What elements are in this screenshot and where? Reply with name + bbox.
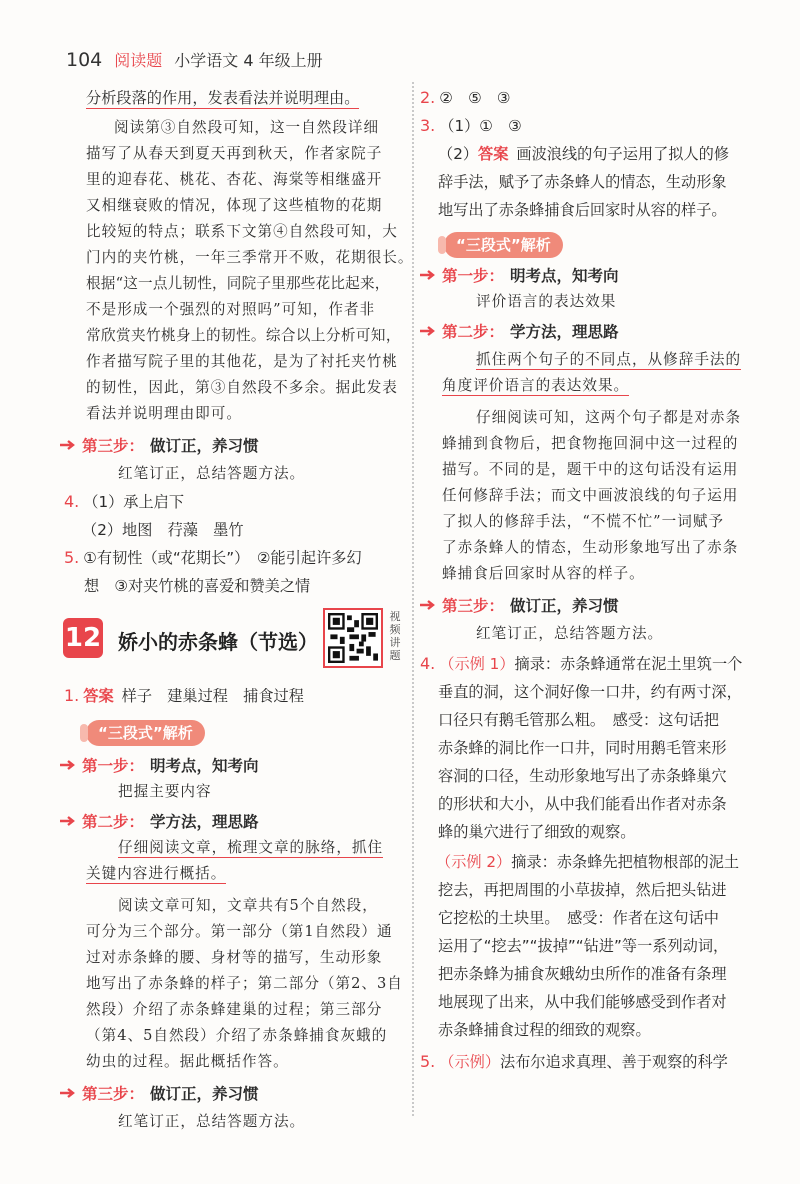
step-2-heading bbox=[420, 320, 619, 342]
step-label: 第三步： bbox=[442, 597, 505, 615]
column-divider bbox=[412, 82, 414, 1116]
step-3-heading bbox=[420, 594, 619, 616]
answer-text: 它挖松的土块里。 感受：作者在这句话中 bbox=[438, 909, 719, 927]
answer-text: 辞手法，赋予了赤条蜂人的情态，生动形象 bbox=[438, 173, 727, 191]
answer-text: ② ⑤ ③ bbox=[439, 89, 511, 107]
text-line: 不是形成一个强烈的对照吗”可知，作者非 bbox=[86, 301, 376, 318]
qr-label: 视频讲题 bbox=[389, 610, 401, 662]
header-book: 小学语文 4 年级上册 bbox=[174, 51, 323, 70]
text-line: 描写。不同的是，题干中的这句话没有运用 bbox=[442, 461, 739, 478]
answer-text: 口径只有鹅毛管那么粗。 感受：这句话把 bbox=[438, 711, 719, 729]
step-label: 第一步： bbox=[442, 267, 505, 285]
answer-text: 的形状和大小，从中我们能看出作者对赤条 bbox=[438, 795, 727, 813]
text-line: 看法并说明理由即可。 bbox=[86, 405, 242, 422]
text-line: 可分为三个部分。第一部分（第1自然段）通 bbox=[86, 923, 393, 940]
question-number: 5. bbox=[64, 548, 80, 567]
text-line: 根据“这一点儿韧性，同院子里那些花比起来， bbox=[86, 275, 390, 292]
example-tag: （示例 2） bbox=[436, 853, 512, 871]
question-number: 4. bbox=[64, 492, 80, 511]
step-text: 学方法，理思路 bbox=[150, 813, 259, 831]
text-line: 描写了从春天到夏天再到秋天，作者家院子 bbox=[86, 145, 383, 162]
answer-text: 垂直的洞，这个洞好像一口井，约有两寸深， bbox=[438, 683, 742, 701]
answer-text: 地展现了出来，从中我们能够感受到作者对 bbox=[438, 993, 727, 1011]
answer-text: 画波浪线的句子运用了拟人的修 bbox=[516, 145, 730, 163]
step-text: 做订正，养习惯 bbox=[150, 437, 259, 455]
text-line: 门内的夹竹桃，一年三季常开不败，花期很长。 bbox=[86, 249, 414, 266]
answer-text: （2）地图 荇藻 墨竹 bbox=[82, 521, 244, 539]
answer-text: （1）① ③ bbox=[439, 117, 522, 135]
answer-2 bbox=[420, 86, 511, 110]
three-step-badge: “三段式”解析 bbox=[86, 720, 205, 746]
answer-text: 赤条蜂捕食过程的细致的观察。 bbox=[438, 1021, 651, 1039]
text-line: 里的迎春花、桃花、杏花、海棠等相继盛开 bbox=[86, 171, 383, 188]
answer-text: ①有韧性（或“花期长”） ②能引起许多幻 bbox=[83, 549, 362, 567]
step-3-desc: 红笔订正，总结答题方法。 bbox=[476, 625, 664, 642]
step-text: 明考点，知考向 bbox=[510, 267, 619, 285]
answer-tag: 答案 bbox=[478, 145, 509, 163]
step-3-desc: 红笔订正，总结答题方法。 bbox=[118, 1113, 306, 1130]
step-label: 第二步： bbox=[82, 813, 145, 831]
answer-text: 运用了“挖去”“拔掉”“钻进”等一系列动词， bbox=[438, 937, 729, 955]
answer-text: 法布尔追求真理、善于观察的科学 bbox=[500, 1053, 728, 1071]
answer-text: 地写出了赤条蜂捕食后回家时从容的样子。 bbox=[438, 201, 727, 219]
arrow-right-icon bbox=[420, 326, 436, 336]
arrow-right-icon bbox=[60, 440, 76, 450]
text-line: 幼虫的过程。据此概括作答。 bbox=[86, 1053, 289, 1070]
step-label: 第二步： bbox=[442, 323, 505, 341]
intro-line: 分析段落的作用，发表看法并说明理由。 bbox=[86, 89, 360, 107]
answer-text: 赤条蜂的洞比作一口井，同时用鹅毛管来形 bbox=[438, 739, 727, 757]
text-line: 任何修辞手法；而文中画波浪线的句子运用 bbox=[442, 487, 739, 504]
text-line: 作者描写院子里的其他花，是为了衬托夹竹桃 bbox=[86, 353, 398, 370]
step-3-desc: 红笔订正，总结答题方法。 bbox=[118, 465, 306, 482]
step-2-line: 关键内容进行概括。 bbox=[86, 865, 227, 882]
example-tag: （示例 1） bbox=[439, 655, 515, 673]
arrow-right-icon bbox=[60, 760, 76, 770]
step-label: 第一步： bbox=[82, 757, 145, 775]
question-number: 5. bbox=[420, 1052, 436, 1071]
answer-text: 摘录：赤条蜂先把植物根部的泥土 bbox=[511, 853, 740, 871]
text-line: 蜂捕食后回家时从容的样子。 bbox=[442, 565, 645, 582]
arrow-right-icon bbox=[420, 600, 436, 610]
answer-text: （1）承上启下 bbox=[83, 493, 185, 511]
step-text: 明考点，知考向 bbox=[150, 757, 259, 775]
example-tag: （示例） bbox=[439, 1053, 501, 1071]
text-line: 地写出了赤条蜂的样子；第二部分（第2、3自 bbox=[86, 975, 403, 992]
lesson-title: 娇小的赤条蜂（节选） bbox=[118, 630, 318, 654]
question-number: 2. bbox=[420, 88, 436, 107]
text-line: 蜂捕到食物后，把食物拖回洞中这一过程的 bbox=[442, 435, 739, 452]
text-line: 了赤条蜂人的情态，生动形象地写出了赤条 bbox=[442, 539, 739, 556]
header-tag: 阅读题 bbox=[114, 51, 163, 70]
three-step-badge: “三段式”解析 bbox=[444, 232, 563, 258]
text-line: 常欣赏夹竹桃身上的韧性。综合以上分析可知， bbox=[86, 327, 401, 344]
text-line: （第4、5自然段）介绍了赤条蜂捕食灰蛾的 bbox=[86, 1027, 388, 1044]
step-text: 学方法，理思路 bbox=[510, 323, 619, 341]
lesson-answer-1 bbox=[64, 684, 304, 708]
text-line: 过对赤条蜂的腰、身材等的描写，生动形象 bbox=[86, 949, 383, 966]
step-2-line: 仔细阅读文章，梳理文章的脉络，抓住 bbox=[118, 839, 384, 856]
step-1-desc: 评价语言的表达效果 bbox=[476, 293, 617, 310]
answer-3 bbox=[420, 114, 522, 138]
text-line: 仔细阅读可知，这两个句子都是对赤条 bbox=[476, 409, 742, 426]
answer-tag: 答案 bbox=[83, 687, 114, 705]
answer-prefix: （2） bbox=[438, 145, 479, 163]
answer-text: 把赤条蜂为捕食灰蛾幼虫所作的准备有条理 bbox=[438, 965, 727, 983]
text-line: 的韧性，因此，第③自然段不多余。据此发表 bbox=[86, 379, 398, 396]
answer-text: 容洞的口径，生动形象地写出了赤条蜂巢穴 bbox=[438, 767, 727, 785]
question-number: 3. bbox=[420, 116, 436, 135]
step-text: 做订正，养习惯 bbox=[510, 597, 619, 615]
page-number: 104 bbox=[66, 49, 103, 71]
answer-text: 蜂的巢穴进行了细致的观察。 bbox=[438, 823, 636, 841]
answer-5 bbox=[420, 1050, 728, 1074]
text-line: 阅读第③自然段可知，这一自然段详细 bbox=[114, 119, 380, 136]
lesson-number-badge: 12 bbox=[63, 618, 103, 658]
text-line: 阅读文章可知，文章共有5个自然段， bbox=[118, 897, 378, 914]
answer-text: 想 ③对夹竹桃的喜爱和赞美之情 bbox=[84, 577, 311, 595]
question-number: 1. bbox=[64, 686, 80, 705]
step-3-heading bbox=[60, 1082, 259, 1104]
text-line: 比较短的特点；联系下文第④自然段可知，大 bbox=[86, 223, 398, 240]
arrow-right-icon bbox=[60, 816, 76, 826]
answer-text: 挖去，再把周围的小草拔掉，然后把头钻进 bbox=[438, 881, 727, 899]
qr-code-graphic bbox=[328, 613, 378, 663]
text-line: 了拟人的修辞手法，“不慌不忙”一词赋予 bbox=[442, 513, 725, 530]
arrow-right-icon bbox=[420, 270, 436, 280]
answer-text: 样子 建巢过程 捕食过程 bbox=[121, 687, 304, 705]
step-text: 做订正，养习惯 bbox=[150, 1085, 259, 1103]
step-1-desc: 把握主要内容 bbox=[118, 783, 212, 800]
step-1-heading bbox=[60, 754, 259, 776]
text-line: 然段）介绍了赤条蜂建巢的过程；第三部分 bbox=[86, 1001, 383, 1018]
step-2-line: 抓住两个句子的不同点，从修辞手法的 bbox=[476, 351, 742, 368]
page-header bbox=[66, 48, 323, 71]
step-3-heading bbox=[60, 434, 259, 456]
step-label: 第三步： bbox=[82, 437, 145, 455]
step-1-heading bbox=[420, 264, 619, 286]
question-number: 4. bbox=[420, 654, 436, 673]
answer-text: 摘录：赤条蜂通常在泥土里筑一个 bbox=[514, 655, 743, 673]
text-line: 又相继衰败的情况，体现了这些植物的花期 bbox=[86, 197, 383, 214]
qr-code-icon[interactable] bbox=[323, 608, 383, 668]
step-2-heading bbox=[60, 810, 259, 832]
arrow-right-icon bbox=[60, 1088, 76, 1098]
step-label: 第三步： bbox=[82, 1085, 145, 1103]
step-2-line: 角度评价语言的表达效果。 bbox=[442, 377, 630, 394]
